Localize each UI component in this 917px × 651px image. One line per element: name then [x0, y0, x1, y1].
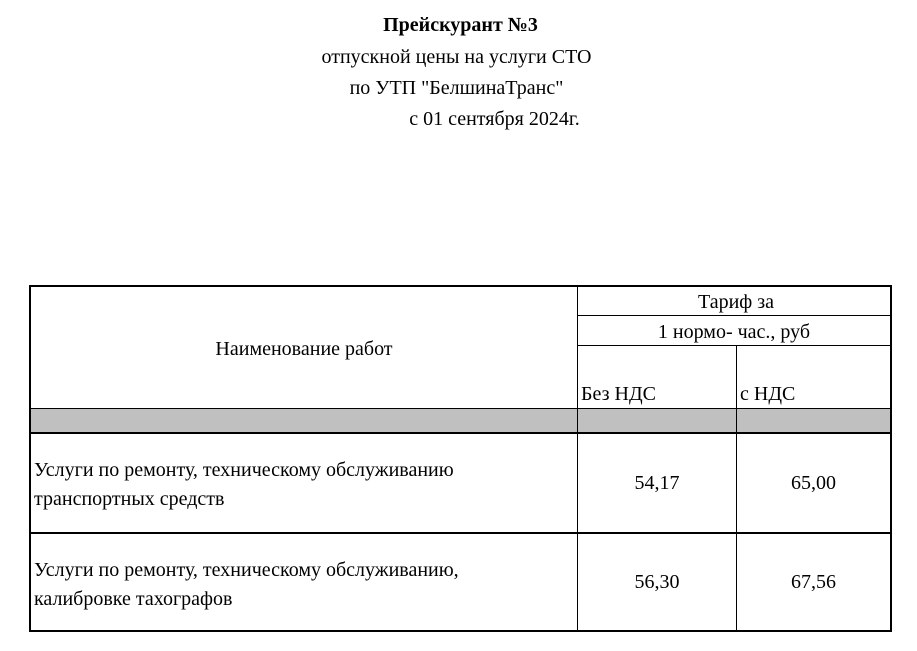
row-divider — [30, 532, 891, 534]
table-border-right — [890, 285, 892, 632]
table-border-bottom — [29, 630, 892, 632]
separator-row — [31, 408, 890, 432]
separator-bottom-line — [30, 432, 891, 434]
unit-header: 1 нормо- час., руб — [657, 321, 811, 343]
row-1-price-no-vat: 54,17 — [634, 472, 680, 494]
no-vat-column-header: Без НДС — [581, 383, 656, 405]
name-column-header: Наименование работ — [215, 338, 393, 360]
row-1-price-with-vat: 65,00 — [791, 472, 836, 494]
with-vat-column-header: с НДС — [740, 383, 796, 405]
table-border-top — [29, 285, 892, 287]
row-1-name-line-2: транспортных средств — [34, 488, 225, 510]
row-2-name-line-2: калибровке тахографов — [34, 588, 233, 610]
row-1-name-line-1: Услуги по ремонту, техническому обслуживанию — [34, 459, 454, 481]
price-list-title: Прейскурант №3 — [383, 14, 538, 36]
effective-date: с 01 сентября 2024г. — [409, 108, 580, 130]
unit-header-line — [578, 345, 891, 346]
subtitle-line: отпускной цены на услуги СТО — [321, 46, 592, 68]
row-2-price-with-vat: 67,56 — [791, 571, 836, 593]
header-bottom-line — [30, 408, 891, 409]
tariff-header-line — [578, 315, 891, 316]
tariff-header: Тариф за — [697, 291, 775, 313]
row-2-price-no-vat: 56,30 — [634, 571, 680, 593]
row-2-name-line-1: Услуги по ремонту, техническому обслуживанию, — [34, 559, 459, 581]
organization-line: по УТП "БелшинаТранс" — [349, 77, 564, 99]
